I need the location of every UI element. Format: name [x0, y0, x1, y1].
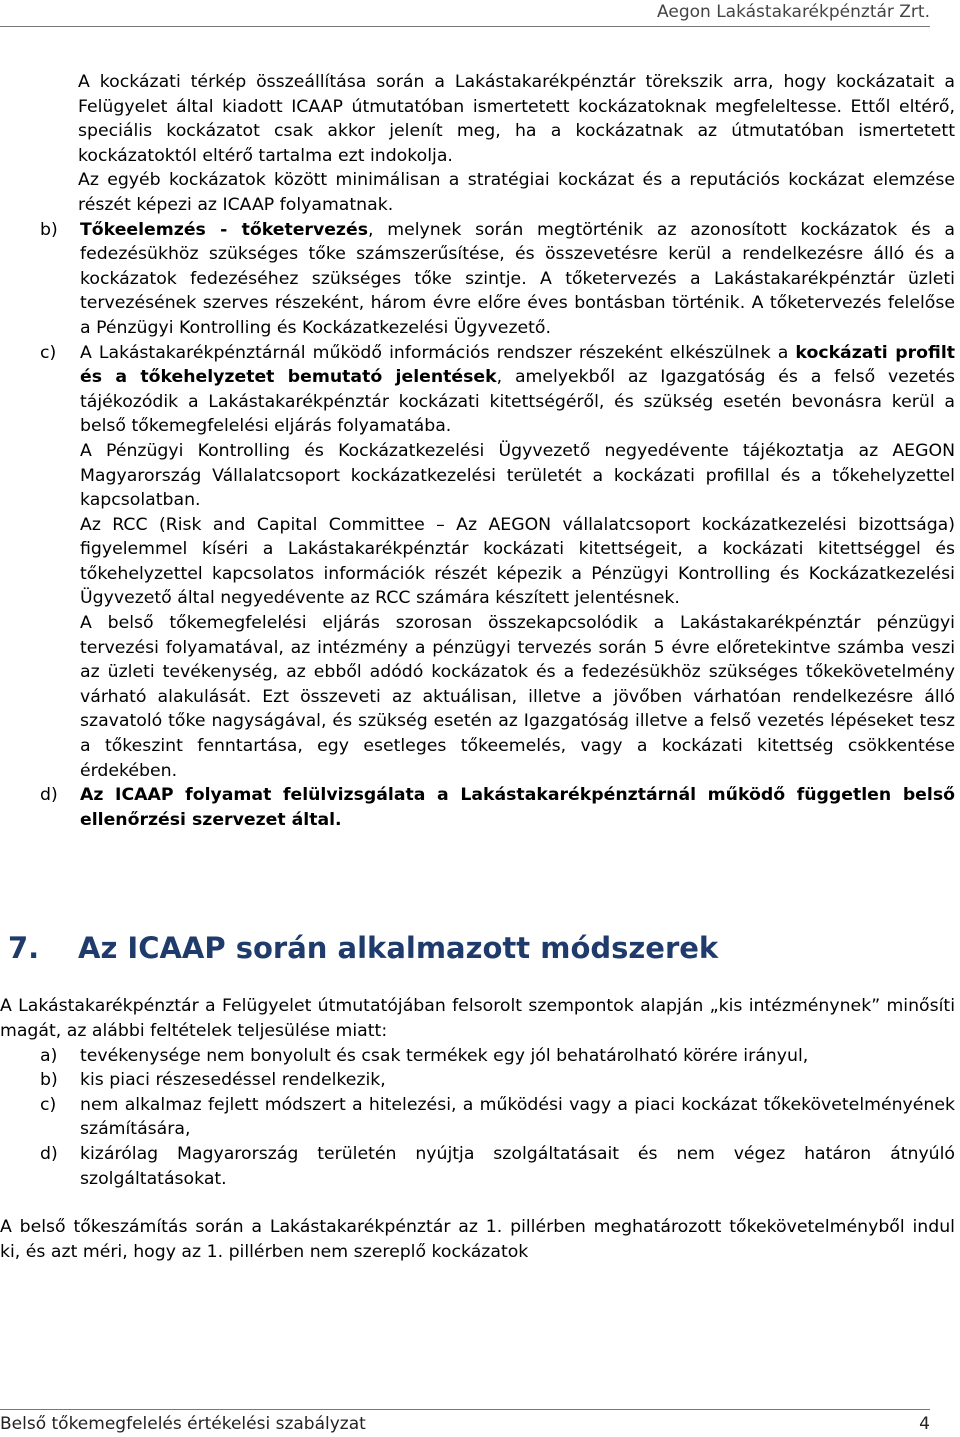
list-item-c-paragraph-4: A belső tőkemegfelelési eljárás szorosan összekapcsolódik a Lakástakarékpénztár pénzügyi tervezési folyamatával, az intézmény a pénzügyi tervezés során 5 évre előretekintve számba veszi az üzleti tevékenység, az ebből adódó kockázatok és a fedezésükhöz szükséges tőkekövetelmény várható alakulását. Ezt összeveti az aktuálisan, illetve a jövőben várhatóan rendelkezésre álló szavatoló tőke nagyságával, és szükség esetén az Igazgatóság illetve a felső vezetés lépéseket tesz a tőkeszint fenntartása, egy esetleges tőkeemelés, vagy a kockázati kitettség csökkentése érdekében.: [80, 613, 955, 781]
list-item-c-paragraph-2: A Pénzügyi Kontrolling és Kockázatkezelési Ügyvezető negyedévente tájékoztatja az AEGON Magyarország Vállalatcsoport kockázatkezelési területét a kockázati profillal és a tőkehelyzettel kapcsolatban.: [80, 440, 955, 511]
list-item: [0, 1068, 955, 1093]
bold-term: Tőkeelemzés - tőketervezés: [80, 219, 368, 240]
page-header: [0, 2, 930, 27]
section-intro: A Lakástakarékpénztár a Felügyelet útmutatójában felsorolt szempontok alapján „kis intézménynek” minősíti magát, az alábbi feltételek teljesülése miatt:: [0, 996, 955, 1041]
conditions-list: [0, 1044, 955, 1192]
page-footer: [0, 1409, 930, 1434]
section-number: 7.: [8, 931, 40, 966]
list-item-label: d): [40, 785, 58, 806]
list-item-c-paragraph-3: Az RCC (Risk and Capital Committee – Az AEGON vállalatcsoport kockázatkezelési bizottsága) figyelemmel kíséri a Lakástakarékpénztár kockázati kitettségeit, a kockázati kitettséggel és tőkehelyzettel kapcsolatos információk részét képezik a Pénzügyi Kontrolling és Kockázatkezelési Ügyvezető által negyedévente az RCC számára készített jelentésnek.: [80, 514, 955, 609]
header-company: Aegon Lakástakarékpénztár Zrt.: [657, 2, 930, 22]
list-item-text: tevékenysége nem bonyolult és csak termékek egy jól behatárolható körére irányul,: [80, 1045, 809, 1066]
page-number: 4: [919, 1414, 930, 1434]
list-item-b: [0, 218, 955, 341]
section-heading: [0, 930, 955, 966]
bold-term: Az ICAAP folyamat felülvizsgálata a Lakástakarékpénztárnál működő független belső ellenőrzési szervezet által.: [80, 785, 955, 830]
section-title: Az ICAAP során alkalmazott módszerek: [78, 931, 719, 966]
list-item-text: kizárólag Magyarország területén nyújtja szolgáltatásait és nem végez határon átnyúló szolgáltatásokat.: [80, 1143, 955, 1189]
list-item-label: a): [40, 1045, 58, 1066]
list-item-d: [0, 783, 955, 832]
list-item-label: d): [40, 1143, 58, 1164]
bold-term: kockázati profilt és a tőkehelyzetet bemutató jelentések: [80, 342, 955, 388]
list-item: [0, 1142, 955, 1191]
footer-title: Belső tőkemegfelelés értékelési szabályzat: [0, 1414, 366, 1434]
intro-block: [0, 70, 955, 218]
list-item-text: kis piaci részesedéssel rendelkezik,: [80, 1070, 386, 1091]
list-item: [0, 1093, 955, 1142]
intro-paragraph-1: A kockázati térkép összeállítása során a Lakástakarékpénztár törekszik arra, hogy kockázatait a Felügyelet által kiadott ICAAP útmutatóban ismertetett kockázatoknak megfeleltesse. Ettől eltérő, speciális kockázatot csak akkor jelenít meg, ha a kockázatnak az útmutatóban ismertetett kockázatoktól eltérő tartalma ezt indokolja.: [78, 72, 955, 166]
list-item-text: nem alkalmaz fejlett módszert a hitelezési, a működési vagy a piaci kockázat tőkekövetelményének számítására,: [80, 1094, 955, 1140]
document-body: [0, 70, 955, 1264]
list-item-label: c): [40, 1094, 57, 1115]
list-item-b-text: Tőkeelemzés - tőketervezés, melynek során megtörténik az azonosított kockázatok és a fedezésükhöz szükséges tőke számszerűsítése, és összevetésre kerül a rendelkezésre álló és a kockázatok fedezéséhez szükséges tőke szintje. A tőketervezés a Lakástakarékpénztár üzleti tervezésének szerves részeként, három évre előre éves bontásban történik. A tőketervezés felelőse a Pénzügyi Kontrolling és Kockázatkezelési Ügyvezető.: [80, 219, 955, 338]
intro-paragraph-2: Az egyéb kockázatok között minimálisan a stratégiai kockázat és a reputációs kockázat elemzése részét képezi az ICAAP folyamatnak.: [78, 170, 955, 215]
list-item-label: c): [40, 342, 57, 363]
list-item-label: b): [40, 1070, 58, 1091]
list-item-d-text: [80, 783, 955, 832]
closing-paragraph: A belső tőkeszámítás során a Lakástakarékpénztár az 1. pillérben meghatározott tőkekövetelményből indul ki, és azt méri, hogy az 1. pillérben nem szereplő kockázatok: [0, 1217, 955, 1262]
list-item-label: b): [40, 219, 58, 240]
list-item-c-text: A Lakástakarékpénztárnál működő információs rendszer részeként elkészülnek a kockázati profilt és a tőkehelyzetet bemutató jelentések, amelyekből az Igazgatóság és a felső vezetés tájékozódik a Lakástakarékpénztár kockázati kitettségéről, és szükség esetén bevonásra kerül a belső tőkemegfelelési eljárás folyamatába.: [80, 342, 955, 437]
list-item: [0, 1044, 955, 1069]
list-item-c: [0, 341, 955, 784]
